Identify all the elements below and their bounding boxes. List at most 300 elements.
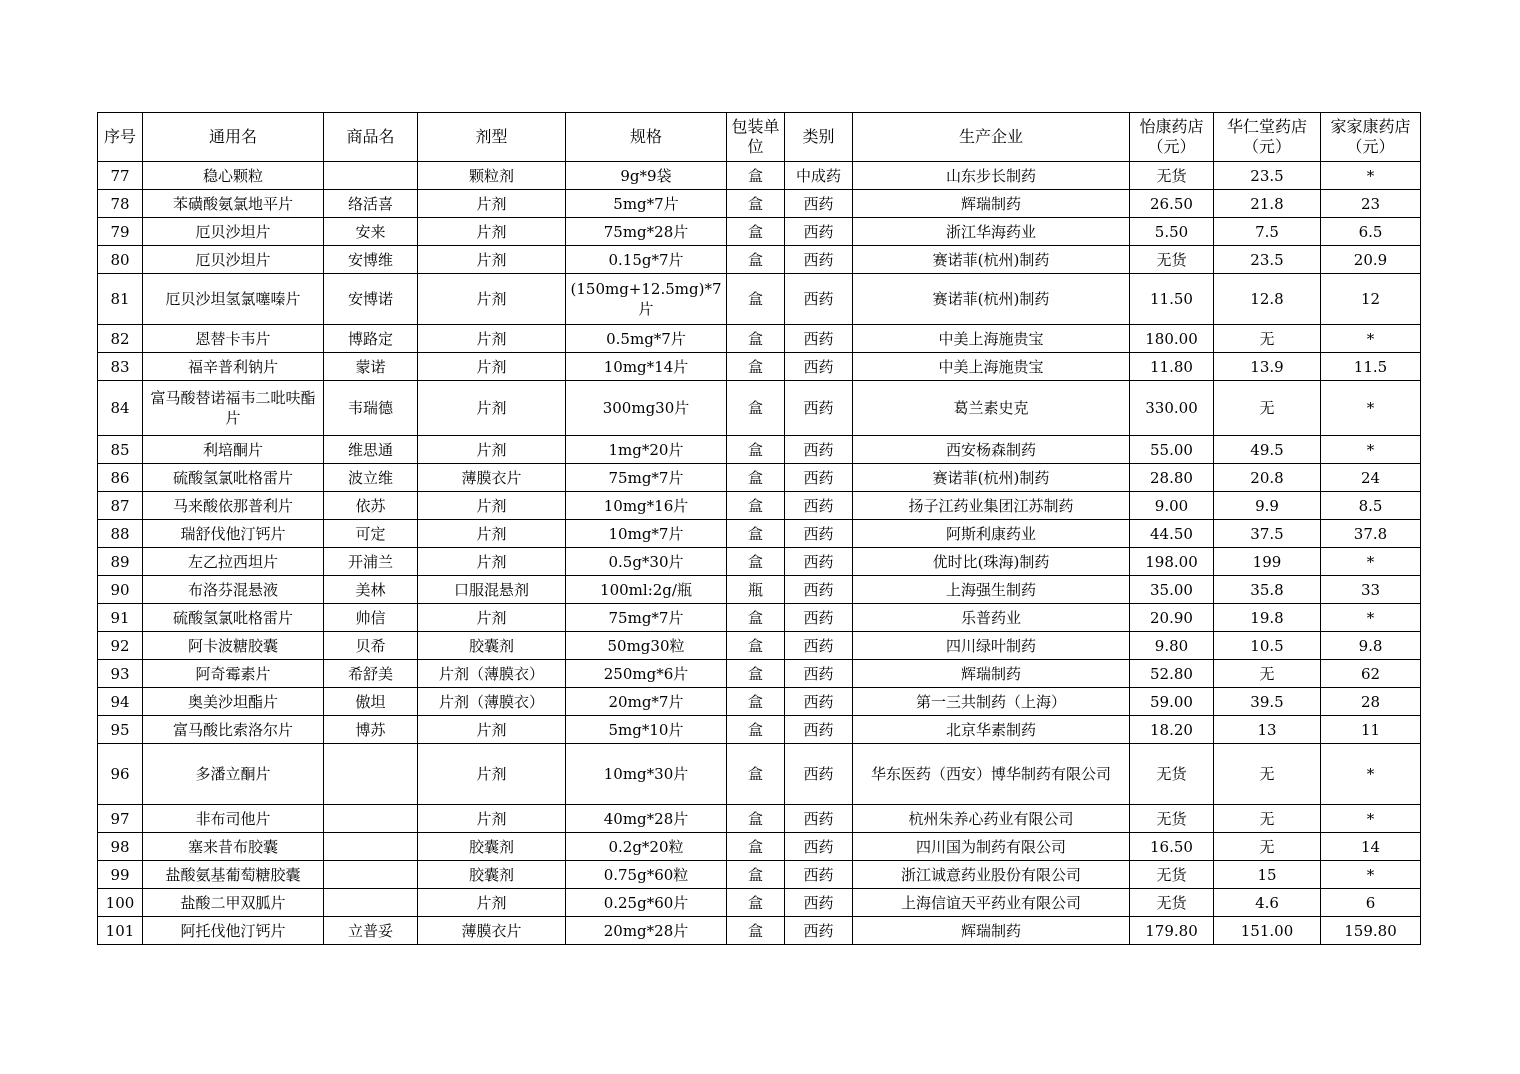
table-cell: 52.80 (1130, 660, 1214, 688)
table-cell: * (1321, 805, 1421, 833)
table-cell: 62 (1321, 660, 1421, 688)
table-cell: 美林 (324, 576, 418, 604)
table-row (98, 492, 1421, 520)
table-cell: 希舒美 (324, 660, 418, 688)
table-cell: 西药 (785, 716, 853, 744)
table-cell: (150mg+12.5mg)*7片 (566, 274, 727, 325)
table-cell: 硫酸氢氯吡格雷片 (143, 464, 324, 492)
table-cell: 85 (98, 436, 143, 464)
table-cell: 盒 (727, 660, 785, 688)
table-cell: 250mg*6片 (566, 660, 727, 688)
table-cell: 辉瑞制药 (853, 660, 1130, 688)
table-row (98, 833, 1421, 861)
table-cell: 1mg*20片 (566, 436, 727, 464)
table-cell: 无 (1214, 805, 1321, 833)
table-cell: 西药 (785, 218, 853, 246)
table-cell: 199 (1214, 548, 1321, 576)
table-cell: 无 (1214, 744, 1321, 805)
table-cell: 浙江诚意药业股份有限公司 (853, 861, 1130, 889)
table-cell: 75mg*7片 (566, 464, 727, 492)
col-header: 生产企业 (853, 113, 1130, 162)
table-cell: 盒 (727, 353, 785, 381)
table-cell: 阿斯利康药业 (853, 520, 1130, 548)
table-cell: 0.5mg*7片 (566, 325, 727, 353)
table-cell: 四川国为制药有限公司 (853, 833, 1130, 861)
table-cell: 9.80 (1130, 632, 1214, 660)
table-row (98, 917, 1421, 945)
table-cell: 5mg*7片 (566, 190, 727, 218)
table-cell: 西药 (785, 688, 853, 716)
table-cell: 片剂 (418, 436, 566, 464)
table-cell: 安博维 (324, 246, 418, 274)
table-cell: 稳心颗粒 (143, 162, 324, 190)
table-cell: 88 (98, 520, 143, 548)
table-cell: 93 (98, 660, 143, 688)
table-row (98, 660, 1421, 688)
table-cell: 91 (98, 604, 143, 632)
table-cell: * (1321, 604, 1421, 632)
table-cell: 依苏 (324, 492, 418, 520)
table-cell: 18.20 (1130, 716, 1214, 744)
col-header: 华仁堂药店（元） (1214, 113, 1321, 162)
table-cell: 厄贝沙坦片 (143, 246, 324, 274)
table-cell: 无货 (1130, 861, 1214, 889)
table-cell: 11.80 (1130, 353, 1214, 381)
table-cell: 厄贝沙坦氢氯噻嗪片 (143, 274, 324, 325)
table-cell: 12.8 (1214, 274, 1321, 325)
table-cell: 10mg*7片 (566, 520, 727, 548)
table-cell: 片剂 (418, 353, 566, 381)
table-row (98, 805, 1421, 833)
table-cell: 盒 (727, 889, 785, 917)
table-cell: 西药 (785, 548, 853, 576)
table-cell (324, 744, 418, 805)
table-cell: 180.00 (1130, 325, 1214, 353)
table-cell: 盒 (727, 274, 785, 325)
table-cell: 厄贝沙坦片 (143, 218, 324, 246)
table-cell: 胶囊剂 (418, 861, 566, 889)
table-cell: 盒 (727, 744, 785, 805)
table-row (98, 632, 1421, 660)
table-cell: 97 (98, 805, 143, 833)
table-cell: 盒 (727, 492, 785, 520)
table-cell: 片剂 (418, 190, 566, 218)
table-cell: 盒 (727, 381, 785, 436)
table-cell: * (1321, 548, 1421, 576)
table-cell: 盒 (727, 833, 785, 861)
table-row (98, 861, 1421, 889)
table-row (98, 520, 1421, 548)
table-cell: 西药 (785, 492, 853, 520)
table-row (98, 548, 1421, 576)
table-cell: 辉瑞制药 (853, 190, 1130, 218)
table-cell: 33 (1321, 576, 1421, 604)
table-cell: 无 (1214, 833, 1321, 861)
table-cell: 贝希 (324, 632, 418, 660)
col-header: 规格 (566, 113, 727, 162)
table-cell: 15 (1214, 861, 1321, 889)
table-cell: 西药 (785, 576, 853, 604)
table-cell: 波立维 (324, 464, 418, 492)
table-cell: 无货 (1130, 744, 1214, 805)
table-cell: 胶囊剂 (418, 833, 566, 861)
table-cell: 西药 (785, 353, 853, 381)
table-row (98, 381, 1421, 436)
table-cell: 恩替卡韦片 (143, 325, 324, 353)
table-cell: 络活喜 (324, 190, 418, 218)
table-cell: 中美上海施贵宝 (853, 353, 1130, 381)
table-cell: 20.90 (1130, 604, 1214, 632)
table-cell: 华东医药（西安）博华制药有限公司 (853, 744, 1130, 805)
table-cell: 80 (98, 246, 143, 274)
col-header: 序号 (98, 113, 143, 162)
table-cell: 10mg*16片 (566, 492, 727, 520)
table-cell: 100 (98, 889, 143, 917)
table-cell: 盒 (727, 716, 785, 744)
table-cell: * (1321, 381, 1421, 436)
table-cell: 西药 (785, 833, 853, 861)
table-cell: 赛诺菲(杭州)制药 (853, 464, 1130, 492)
table-cell: 无货 (1130, 805, 1214, 833)
table-cell: 7.5 (1214, 218, 1321, 246)
table-cell: 20mg*7片 (566, 688, 727, 716)
table-cell: 优时比(珠海)制药 (853, 548, 1130, 576)
table-cell: 44.50 (1130, 520, 1214, 548)
table-cell: 198.00 (1130, 548, 1214, 576)
table-row (98, 716, 1421, 744)
table-cell: 300mg30片 (566, 381, 727, 436)
table-cell: 阿托伐他汀钙片 (143, 917, 324, 945)
table-cell: 西药 (785, 464, 853, 492)
table-cell: 84 (98, 381, 143, 436)
table-cell: 9.00 (1130, 492, 1214, 520)
table-cell: 79 (98, 218, 143, 246)
table-cell: 博苏 (324, 716, 418, 744)
table-cell: 无货 (1130, 246, 1214, 274)
table-cell: 盒 (727, 861, 785, 889)
table-row (98, 688, 1421, 716)
table-cell: 硫酸氢氯吡格雷片 (143, 604, 324, 632)
table-cell: 81 (98, 274, 143, 325)
table-cell: 盒 (727, 436, 785, 464)
table-cell: 87 (98, 492, 143, 520)
table-cell: 98 (98, 833, 143, 861)
table-cell: 奥美沙坦酯片 (143, 688, 324, 716)
table-row (98, 325, 1421, 353)
table-cell: 胶囊剂 (418, 632, 566, 660)
table-cell: 薄膜衣片 (418, 917, 566, 945)
table-cell: 0.15g*7片 (566, 246, 727, 274)
table-cell: 49.5 (1214, 436, 1321, 464)
table-cell: 23.5 (1214, 162, 1321, 190)
table-cell: 盐酸氨基葡萄糖胶囊 (143, 861, 324, 889)
table-cell: * (1321, 325, 1421, 353)
table-cell: 西药 (785, 861, 853, 889)
table-row (98, 576, 1421, 604)
table-cell: 16.50 (1130, 833, 1214, 861)
table-cell: 89 (98, 548, 143, 576)
col-header: 通用名 (143, 113, 324, 162)
table-cell: 非布司他片 (143, 805, 324, 833)
table-cell: 片剂 (418, 889, 566, 917)
table-cell: 口服混悬剂 (418, 576, 566, 604)
table-cell: 盒 (727, 604, 785, 632)
table-cell: 帅信 (324, 604, 418, 632)
table-cell: 北京华素制药 (853, 716, 1130, 744)
table-cell: 上海强生制药 (853, 576, 1130, 604)
table-cell: 35.00 (1130, 576, 1214, 604)
table-cell: 95 (98, 716, 143, 744)
table-cell: 安来 (324, 218, 418, 246)
table-cell: 26.50 (1130, 190, 1214, 218)
table-cell: 0.25g*60片 (566, 889, 727, 917)
table-cell: 片剂 (418, 744, 566, 805)
table-cell: 辉瑞制药 (853, 917, 1130, 945)
table-cell: 盒 (727, 688, 785, 716)
table-cell: 中成药 (785, 162, 853, 190)
table-cell: 片剂 (418, 274, 566, 325)
table-cell: 92 (98, 632, 143, 660)
table-cell: * (1321, 861, 1421, 889)
table-cell: 中美上海施贵宝 (853, 325, 1130, 353)
table-cell: 6.5 (1321, 218, 1421, 246)
table-cell: * (1321, 162, 1421, 190)
table-cell: 6 (1321, 889, 1421, 917)
table-cell: 90 (98, 576, 143, 604)
table-cell: 0.5g*30片 (566, 548, 727, 576)
table-cell: 阿卡波糖胶囊 (143, 632, 324, 660)
table-cell: 37.8 (1321, 520, 1421, 548)
table-cell: 盒 (727, 246, 785, 274)
table-cell: 盒 (727, 805, 785, 833)
col-header: 家家康药店（元） (1321, 113, 1421, 162)
table-row (98, 436, 1421, 464)
table-cell: 塞来昔布胶囊 (143, 833, 324, 861)
table-cell: 4.6 (1214, 889, 1321, 917)
table-cell: 维思通 (324, 436, 418, 464)
table-body (98, 162, 1421, 945)
table-cell: 阿奇霉素片 (143, 660, 324, 688)
table-cell: 20.9 (1321, 246, 1421, 274)
table-cell: 西安杨森制药 (853, 436, 1130, 464)
table-cell: 盒 (727, 162, 785, 190)
table-cell: 盒 (727, 218, 785, 246)
table-cell: 安博诺 (324, 274, 418, 325)
table-cell: 福辛普利钠片 (143, 353, 324, 381)
table-cell: 片剂（薄膜衣） (418, 688, 566, 716)
table-cell: 159.80 (1321, 917, 1421, 945)
table-row (98, 162, 1421, 190)
table-cell (324, 162, 418, 190)
table-cell: 13 (1214, 716, 1321, 744)
table-cell: 99 (98, 861, 143, 889)
table-cell: 14 (1321, 833, 1421, 861)
table-cell: 盒 (727, 917, 785, 945)
table-cell: 四川绿叶制药 (853, 632, 1130, 660)
table-cell: 可定 (324, 520, 418, 548)
table-cell: 片剂 (418, 520, 566, 548)
table-cell: 韦瑞德 (324, 381, 418, 436)
col-header: 包装单位 (727, 113, 785, 162)
table-cell: 11.50 (1130, 274, 1214, 325)
table-cell: 20mg*28片 (566, 917, 727, 945)
table-cell: 无 (1214, 325, 1321, 353)
table-cell: 西药 (785, 190, 853, 218)
table-cell: 28 (1321, 688, 1421, 716)
table-cell: 35.8 (1214, 576, 1321, 604)
table-cell: 9g*9袋 (566, 162, 727, 190)
table-cell: 101 (98, 917, 143, 945)
table-cell: 西药 (785, 604, 853, 632)
table-cell: * (1321, 436, 1421, 464)
table-cell: 西药 (785, 520, 853, 548)
table-cell: 无 (1214, 381, 1321, 436)
price-table (97, 112, 1421, 945)
table-cell: 5mg*10片 (566, 716, 727, 744)
table-cell (324, 805, 418, 833)
table-cell (324, 889, 418, 917)
table-cell: 179.80 (1130, 917, 1214, 945)
table-row (98, 190, 1421, 218)
table-row (98, 744, 1421, 805)
table-cell: 蒙诺 (324, 353, 418, 381)
col-header: 类别 (785, 113, 853, 162)
table-cell: 富马酸比索洛尔片 (143, 716, 324, 744)
table-cell: 94 (98, 688, 143, 716)
table-cell: 西药 (785, 325, 853, 353)
table-cell: 片剂 (418, 325, 566, 353)
table-cell: 无货 (1130, 162, 1214, 190)
table-cell: 83 (98, 353, 143, 381)
table-cell: 12 (1321, 274, 1421, 325)
table-cell: 西药 (785, 246, 853, 274)
table-cell: 片剂 (418, 381, 566, 436)
table-cell: 赛诺菲(杭州)制药 (853, 274, 1130, 325)
table-cell: 山东步长制药 (853, 162, 1130, 190)
table-cell (324, 833, 418, 861)
table-cell: 无货 (1130, 889, 1214, 917)
table-cell: 片剂 (418, 716, 566, 744)
table-cell: 片剂 (418, 218, 566, 246)
table-cell: 28.80 (1130, 464, 1214, 492)
table-cell: 西药 (785, 381, 853, 436)
table-cell: 瓶 (727, 576, 785, 604)
table-cell: 富马酸替诺福韦二吡呋酯片 (143, 381, 324, 436)
table-cell: 苯磺酸氨氯地平片 (143, 190, 324, 218)
table-cell: 37.5 (1214, 520, 1321, 548)
table-cell: 75mg*28片 (566, 218, 727, 246)
table-cell: 葛兰素史克 (853, 381, 1130, 436)
table-cell: 10.5 (1214, 632, 1321, 660)
table-cell: 上海信谊天平药业有限公司 (853, 889, 1130, 917)
table-cell: 颗粒剂 (418, 162, 566, 190)
table-cell: 西药 (785, 744, 853, 805)
table-cell: 傲坦 (324, 688, 418, 716)
table-row (98, 604, 1421, 632)
table-cell: 片剂 (418, 492, 566, 520)
table-cell: 片剂 (418, 604, 566, 632)
table-cell: 立普妥 (324, 917, 418, 945)
table-cell: 8.5 (1321, 492, 1421, 520)
table-cell: 西药 (785, 889, 853, 917)
table-cell: 77 (98, 162, 143, 190)
table-cell: 11 (1321, 716, 1421, 744)
table-cell: 浙江华海药业 (853, 218, 1130, 246)
table-cell: 10mg*30片 (566, 744, 727, 805)
table-cell: 片剂 (418, 246, 566, 274)
table-cell: 布洛芬混悬液 (143, 576, 324, 604)
table-cell: 78 (98, 190, 143, 218)
table-cell: 西药 (785, 660, 853, 688)
table-row (98, 274, 1421, 325)
col-header: 剂型 (418, 113, 566, 162)
table-cell: 19.8 (1214, 604, 1321, 632)
table-cell: 西药 (785, 632, 853, 660)
table-cell: 59.00 (1130, 688, 1214, 716)
table-cell: 151.00 (1214, 917, 1321, 945)
table-cell: 盐酸二甲双胍片 (143, 889, 324, 917)
table-cell: 片剂 (418, 548, 566, 576)
table-cell: 50mg30粒 (566, 632, 727, 660)
table-cell: 盒 (727, 325, 785, 353)
table-cell: * (1321, 744, 1421, 805)
table-cell: 利培酮片 (143, 436, 324, 464)
table-cell: 片剂（薄膜衣） (418, 660, 566, 688)
table-cell: 5.50 (1130, 218, 1214, 246)
table-cell: 9.8 (1321, 632, 1421, 660)
table-cell: 24 (1321, 464, 1421, 492)
table-cell: 75mg*7片 (566, 604, 727, 632)
table-cell: 博路定 (324, 325, 418, 353)
table-cell: 20.8 (1214, 464, 1321, 492)
table-cell: 左乙拉西坦片 (143, 548, 324, 576)
table-cell: 盒 (727, 520, 785, 548)
table-row (98, 218, 1421, 246)
table-cell: 多潘立酮片 (143, 744, 324, 805)
table-cell: 330.00 (1130, 381, 1214, 436)
table-cell: 86 (98, 464, 143, 492)
table-cell: 盒 (727, 632, 785, 660)
table-cell: 乐普药业 (853, 604, 1130, 632)
table-row (98, 464, 1421, 492)
table-cell: 马来酸依那普利片 (143, 492, 324, 520)
table-cell: 开浦兰 (324, 548, 418, 576)
table-cell: 9.9 (1214, 492, 1321, 520)
table-cell: 10mg*14片 (566, 353, 727, 381)
table-cell: 瑞舒伐他汀钙片 (143, 520, 324, 548)
table-cell: 西药 (785, 436, 853, 464)
table-cell: 21.8 (1214, 190, 1321, 218)
table-cell: 扬子江药业集团江苏制药 (853, 492, 1130, 520)
table-cell: 赛诺菲(杭州)制药 (853, 246, 1130, 274)
table-cell: 盒 (727, 548, 785, 576)
table-cell: 0.75g*60粒 (566, 861, 727, 889)
table-cell: 23 (1321, 190, 1421, 218)
table-cell: 片剂 (418, 805, 566, 833)
table-cell: 0.2g*20粒 (566, 833, 727, 861)
table-cell: 西药 (785, 274, 853, 325)
table-cell: 杭州朱养心药业有限公司 (853, 805, 1130, 833)
table-cell: 薄膜衣片 (418, 464, 566, 492)
table-cell: 55.00 (1130, 436, 1214, 464)
table-row (98, 889, 1421, 917)
table-cell: 盒 (727, 190, 785, 218)
table-cell: 11.5 (1321, 353, 1421, 381)
table-cell: 无 (1214, 660, 1321, 688)
table-cell: 13.9 (1214, 353, 1321, 381)
header-row (98, 113, 1421, 162)
table-cell: 96 (98, 744, 143, 805)
